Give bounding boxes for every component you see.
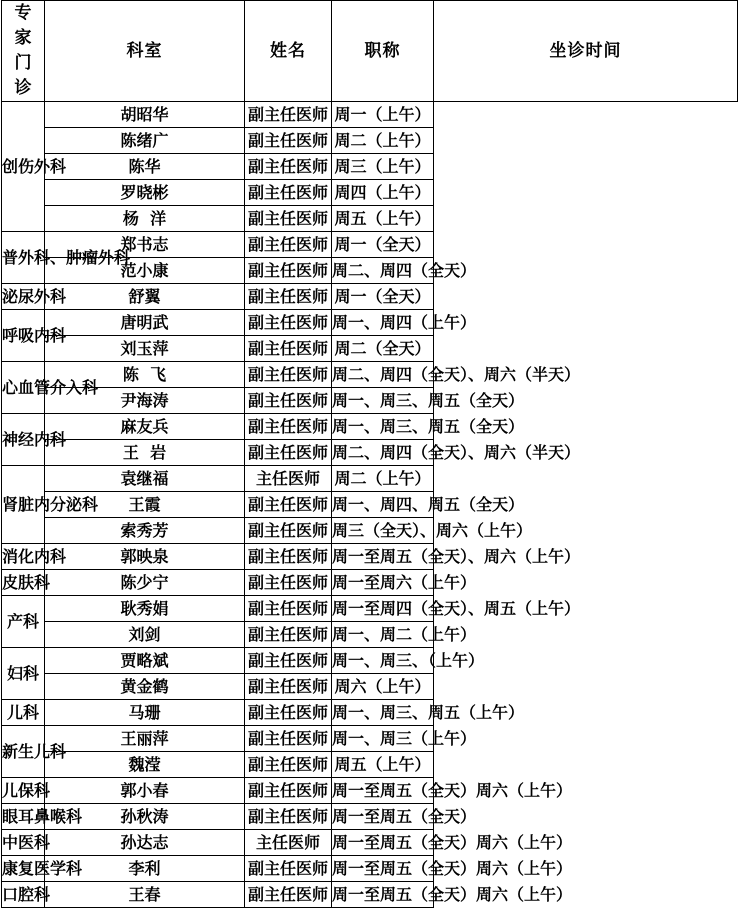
clinic-time-cell: 周二、周四（全天）、周六（半天） xyxy=(332,440,434,466)
doctor-name-cell: 郭映泉 xyxy=(45,544,245,570)
clinic-time-cell: 周五（上午） xyxy=(332,752,434,778)
doctor-title-cell: 副主任医师 xyxy=(245,570,332,596)
department-cell: 皮肤科 xyxy=(2,570,45,596)
clinic-time-cell: 周一、周四（上午） xyxy=(332,310,434,336)
department-cell: 神经内科 xyxy=(2,414,45,466)
table-row xyxy=(2,128,738,154)
clinic-time-cell: 周一（全天） xyxy=(332,232,434,258)
department-cell: 中医科 xyxy=(2,830,45,856)
doctor-title-cell: 副主任医师 xyxy=(245,206,332,232)
clinic-time-cell: 周一（全天） xyxy=(332,284,434,310)
doctor-name-cell: 陈少宁 xyxy=(45,570,245,596)
doctor-title-cell: 副主任医师 xyxy=(245,700,332,726)
table-row xyxy=(2,362,738,388)
doctor-name-cell: 魏滢 xyxy=(45,752,245,778)
clinic-time-cell: 周二（上午） xyxy=(332,128,434,154)
table-row xyxy=(2,882,738,908)
doctor-name-cell: 王 岩 xyxy=(45,440,245,466)
doctor-name-cell: 刘玉萍 xyxy=(45,336,245,362)
department-cell: 儿科 xyxy=(2,700,45,726)
table-row xyxy=(2,726,738,752)
doctor-title-cell: 主任医师 xyxy=(245,830,332,856)
doctor-title-cell: 副主任医师 xyxy=(245,154,332,180)
doctor-title-cell: 副主任医师 xyxy=(245,388,332,414)
doctor-title-cell: 副主任医师 xyxy=(245,232,332,258)
clinic-time-cell: 周四（上午） xyxy=(332,180,434,206)
department-cell: 儿保科 xyxy=(2,778,45,804)
department-cell: 创伤外科 xyxy=(2,102,45,232)
doctor-title-cell: 副主任医师 xyxy=(245,414,332,440)
table-row xyxy=(2,154,738,180)
doctor-title-cell: 副主任医师 xyxy=(245,856,332,882)
clinic-schedule-table xyxy=(1,0,738,908)
clinic-time-cell: 周三（上午） xyxy=(332,154,434,180)
clinic-time-cell: 周二（全天） xyxy=(332,336,434,362)
header-title: 职称 xyxy=(332,1,434,102)
doctor-name-cell: 索秀芳 xyxy=(45,518,245,544)
clinic-time-cell: 周一、周三、周五（全天） xyxy=(332,414,434,440)
department-cell: 妇科 xyxy=(2,648,45,700)
clinic-time-cell: 周一至周五（全天） xyxy=(332,804,434,830)
doctor-name-cell: 黄金鹤 xyxy=(45,674,245,700)
doctor-title-cell: 副主任医师 xyxy=(245,102,332,128)
doctor-title-cell: 副主任医师 xyxy=(245,518,332,544)
table-row xyxy=(2,206,738,232)
clinic-time-cell: 周一至周五（全天）周六（上午） xyxy=(332,856,434,882)
department-cell: 泌尿外科 xyxy=(2,284,45,310)
clinic-time-cell: 周一、周三、周五（全天） xyxy=(332,388,434,414)
doctor-name-cell: 孙秋涛 xyxy=(45,804,245,830)
clinic-time-cell: 周一至周五（全天）周六（上午） xyxy=(332,778,434,804)
clinic-time-cell: 周一、周二（上午） xyxy=(332,622,434,648)
doctor-title-cell: 副主任医师 xyxy=(245,128,332,154)
doctor-title-cell: 副主任医师 xyxy=(245,440,332,466)
doctor-name-cell: 马珊 xyxy=(45,700,245,726)
doctor-title-cell: 副主任医师 xyxy=(245,336,332,362)
clinic-time-cell: 周一、周三、（上午） xyxy=(332,648,434,674)
doctor-name-cell: 范小康 xyxy=(45,258,245,284)
doctor-title-cell: 副主任医师 xyxy=(245,752,332,778)
table-row xyxy=(2,596,738,622)
table-row xyxy=(2,414,738,440)
department-cell: 普外科、肿瘤外科 xyxy=(2,232,45,284)
clinic-time-cell: 周二、周四（全天） xyxy=(332,258,434,284)
doctor-title-cell: 副主任医师 xyxy=(245,544,332,570)
table-row xyxy=(2,388,738,414)
doctor-name-cell: 孙达志 xyxy=(45,830,245,856)
clinic-time-cell: 周一至周五（全天）周六（上午） xyxy=(332,882,434,908)
table-row xyxy=(2,752,738,778)
clinic-time-cell: 周一、周四、周五（全天） xyxy=(332,492,434,518)
department-cell: 呼吸内科 xyxy=(2,310,45,362)
table-row xyxy=(2,856,738,882)
table-row xyxy=(2,466,738,492)
table-row xyxy=(2,440,738,466)
doctor-name-cell: 李利 xyxy=(45,856,245,882)
department-cell: 口腔科 xyxy=(2,882,45,908)
table-row xyxy=(2,804,738,830)
clinic-time-cell: 周一、周三（上午） xyxy=(332,726,434,752)
department-cell: 新生儿科 xyxy=(2,726,45,778)
table-row xyxy=(2,544,738,570)
doctor-title-cell: 副主任医师 xyxy=(245,362,332,388)
table-row xyxy=(2,310,738,336)
department-cell: 产科 xyxy=(2,596,45,648)
clinic-time-cell: 周一至周四（全天）、周五（上午） xyxy=(332,596,434,622)
table-row xyxy=(2,180,738,206)
doctor-name-cell: 王春 xyxy=(45,882,245,908)
department-cell: 心血管介入科 xyxy=(2,362,45,414)
doctor-title-cell: 副主任医师 xyxy=(245,310,332,336)
header-time: 坐诊时间 xyxy=(434,1,738,102)
doctor-title-cell: 副主任医师 xyxy=(245,804,332,830)
doctor-name-cell: 胡昭华 xyxy=(45,102,245,128)
table-row xyxy=(2,830,738,856)
doctor-title-cell: 副主任医师 xyxy=(245,778,332,804)
doctor-name-cell: 陈 飞 xyxy=(45,362,245,388)
department-cell: 肾脏内分泌科 xyxy=(2,466,45,544)
table-row xyxy=(2,518,738,544)
doctor-name-cell: 杨 洋 xyxy=(45,206,245,232)
doctor-name-cell: 刘剑 xyxy=(45,622,245,648)
doctor-name-cell: 尹海涛 xyxy=(45,388,245,414)
clinic-time-cell: 周一至周六（上午） xyxy=(332,570,434,596)
table-row xyxy=(2,232,738,258)
doctor-name-cell: 舒翼 xyxy=(45,284,245,310)
header-row xyxy=(2,1,738,102)
doctor-name-cell: 麻友兵 xyxy=(45,414,245,440)
clinic-time-cell: 周二（上午） xyxy=(332,466,434,492)
doctor-title-cell: 主任医师 xyxy=(245,466,332,492)
table-row xyxy=(2,284,738,310)
doctor-name-cell: 陈绪广 xyxy=(45,128,245,154)
header-department: 科室 xyxy=(45,1,245,102)
header-name: 姓名 xyxy=(245,1,332,102)
table-row xyxy=(2,102,738,128)
table-row xyxy=(2,492,738,518)
doctor-title-cell: 副主任医师 xyxy=(245,648,332,674)
table-row xyxy=(2,674,738,700)
schedule-body xyxy=(2,102,738,908)
doctor-title-cell: 副主任医师 xyxy=(245,258,332,284)
table-row xyxy=(2,648,738,674)
doctor-title-cell: 副主任医师 xyxy=(245,180,332,206)
clinic-time-cell: 周一、周三、周五（上午） xyxy=(332,700,434,726)
clinic-time-cell: 周一（上午） xyxy=(332,102,434,128)
clinic-time-cell: 周一至周五（全天）、周六（上午） xyxy=(332,544,434,570)
doctor-name-cell: 王丽萍 xyxy=(45,726,245,752)
doctor-name-cell: 耿秀娟 xyxy=(45,596,245,622)
doctor-name-cell: 郑书志 xyxy=(45,232,245,258)
department-cell: 康复医学科 xyxy=(2,856,45,882)
doctor-name-cell: 罗晓彬 xyxy=(45,180,245,206)
doctor-name-cell: 陈华 xyxy=(45,154,245,180)
clinic-time-cell: 周一至周五（全天）周六（上午） xyxy=(332,830,434,856)
doctor-name-cell: 袁继福 xyxy=(45,466,245,492)
doctor-name-cell: 王霞 xyxy=(45,492,245,518)
clinic-time-cell: 周五（上午） xyxy=(332,206,434,232)
table-row xyxy=(2,778,738,804)
doctor-title-cell: 副主任医师 xyxy=(245,882,332,908)
department-cell: 眼耳鼻喉科 xyxy=(2,804,45,830)
table-row xyxy=(2,700,738,726)
doctor-name-cell: 唐明武 xyxy=(45,310,245,336)
doctor-name-cell: 贾略斌 xyxy=(45,648,245,674)
clinic-time-cell: 周六（上午） xyxy=(332,674,434,700)
doctor-title-cell: 副主任医师 xyxy=(245,674,332,700)
doctor-title-cell: 副主任医师 xyxy=(245,726,332,752)
clinic-time-cell: 周三（全天）、周六（上午） xyxy=(332,518,434,544)
doctor-title-cell: 副主任医师 xyxy=(245,596,332,622)
expert-clinic-label: 专家门诊 xyxy=(2,1,45,102)
table-row xyxy=(2,622,738,648)
department-cell: 消化内科 xyxy=(2,544,45,570)
doctor-title-cell: 副主任医师 xyxy=(245,284,332,310)
doctor-title-cell: 副主任医师 xyxy=(245,492,332,518)
doctor-title-cell: 副主任医师 xyxy=(245,622,332,648)
doctor-name-cell: 郭小春 xyxy=(45,778,245,804)
table-row xyxy=(2,570,738,596)
table-row xyxy=(2,336,738,362)
clinic-time-cell: 周二、周四（全天）、周六（半天） xyxy=(332,362,434,388)
